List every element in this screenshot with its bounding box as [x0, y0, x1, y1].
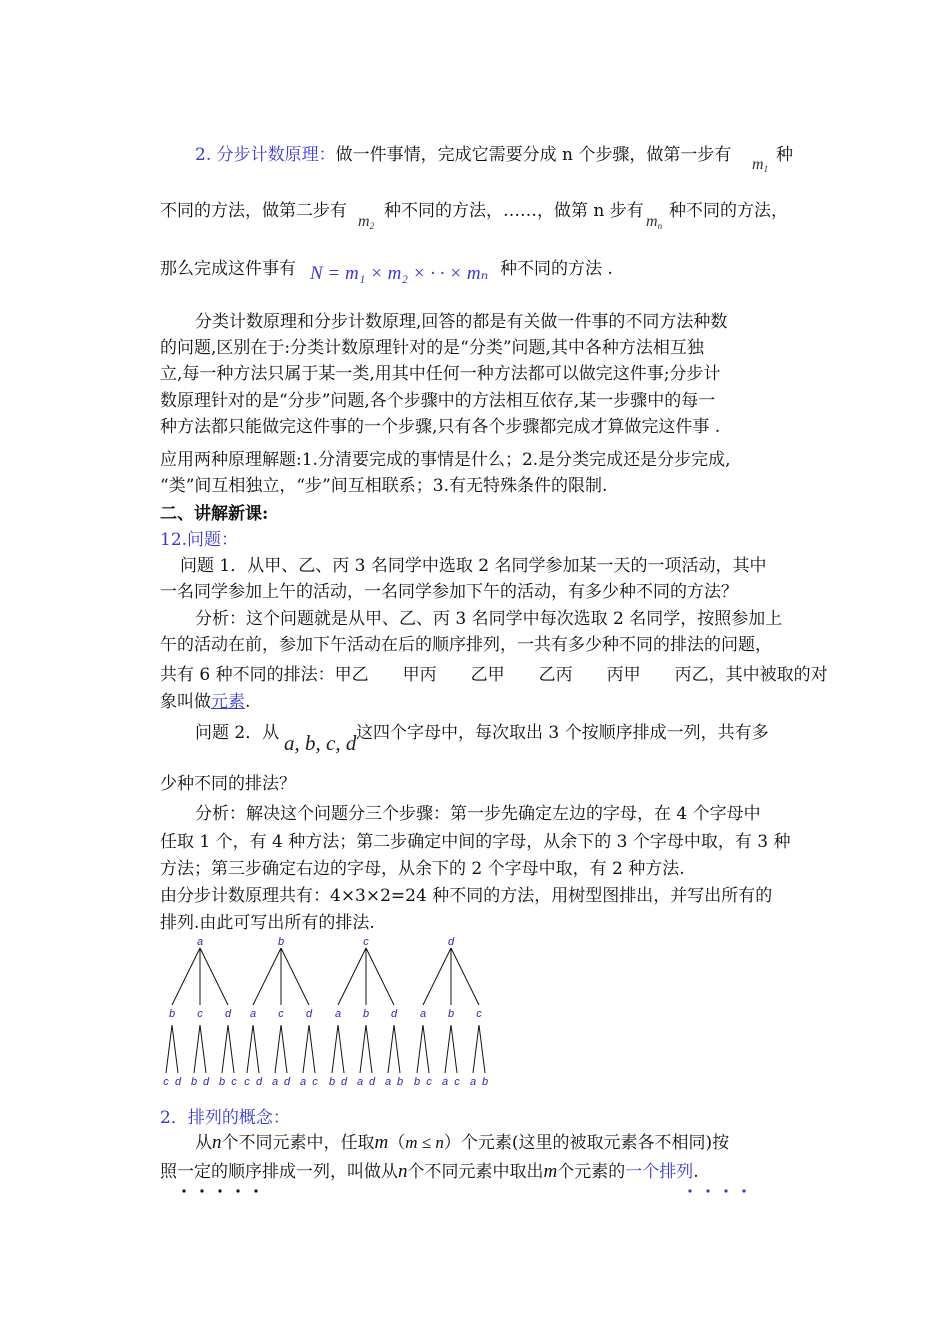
tree-level2-node: a	[334, 1008, 342, 1020]
p2-line-6: “类”间互相独立，“步”间互相联系；3.有无特殊条件的限制.	[160, 476, 608, 496]
concept-l2-c: 个元素的	[557, 1162, 626, 1182]
concept-l1-b: 个不同元素中，任取	[221, 1133, 375, 1153]
tree-leaf-branch	[451, 1025, 457, 1073]
q1-last-b: .	[245, 692, 251, 712]
tree-level2-node: a	[419, 1008, 427, 1020]
tree-leaf-node: d	[283, 1076, 291, 1088]
tree-leaf-node: b	[218, 1076, 226, 1088]
p1-line1	[195, 143, 731, 167]
emphasis-dots-right	[686, 1179, 756, 1185]
tree-diagram	[150, 933, 510, 1093]
concept-n: n	[212, 1132, 222, 1153]
q1-last-a: 象叫做	[160, 692, 211, 712]
tree-leaf-branch	[473, 1025, 479, 1073]
tree-leaf-node: b	[190, 1076, 198, 1088]
tree-leaf-node: a	[469, 1076, 477, 1088]
tree-leaf-branch	[394, 1025, 400, 1073]
emphasis-dots-left	[180, 1179, 270, 1185]
m1-letter: m	[752, 156, 764, 173]
p2-line-0: 分类计数原理和分步计数原理,回答的都是有关做一件事的不同方法种数	[195, 312, 728, 332]
tree-level2-node: b	[168, 1008, 176, 1020]
tree-level2-node: a	[249, 1008, 257, 1020]
p1-line1-tail: 种	[776, 145, 793, 165]
element-link[interactable]: 元素	[211, 692, 245, 712]
tree-leaf-branch	[275, 1025, 281, 1073]
p1-line3-a: 那么完成这件事有	[160, 259, 296, 279]
sub-title: 12.问题：	[160, 530, 239, 550]
tree-root-c: c	[363, 936, 369, 948]
a2-line-3: 由分步计数原理共有：4×3×2=24 种不同的方法，用树型图排出，并写出所有的	[160, 886, 773, 906]
p1-label: 2. 分步计数原理：	[195, 145, 336, 165]
concept-m: m	[374, 1132, 389, 1153]
tree-leaf-node: b	[396, 1076, 404, 1088]
a2-line-2: 方法；第三步确定右边的字母，从余下的 2 个字母中取，有 2 种方法.	[160, 859, 685, 879]
tree-leaf-branch	[360, 1025, 366, 1073]
concept-m2: m	[543, 1161, 558, 1182]
m1-var	[752, 156, 768, 174]
tree-branch	[172, 948, 200, 1005]
a2-line-1: 任取 1 个，有 4 种方法；第二步确定中间的字母，从余下的 3 个字母中取，有 3 种	[160, 832, 791, 852]
concept-line1	[195, 1131, 729, 1155]
q2-line1-a: 问题 2．从	[195, 723, 280, 743]
tree-level2-node: b	[447, 1008, 455, 1020]
tree-leaf-branch	[309, 1025, 315, 1073]
q1-line-2: 分析：这个问题就是从甲、乙、丙 3 名同学中每次选取 2 名同学，按照参加上	[195, 609, 783, 629]
tree-branch	[366, 948, 394, 1005]
tree-branch	[200, 948, 228, 1005]
q2-line2: 少种不同的排法？	[160, 774, 296, 794]
tree-leaf-branch	[200, 1025, 206, 1073]
tree-root-d: d	[447, 936, 455, 948]
concept-cond: m ≤ n	[405, 1133, 444, 1152]
tree-leaf-node: a	[441, 1076, 449, 1088]
tree-leaf-branch	[247, 1025, 253, 1073]
m2-letter: m	[358, 213, 370, 230]
tree-leaf-node: d	[255, 1076, 263, 1088]
tree-leaf-branch	[332, 1025, 338, 1073]
tree-branch	[423, 948, 451, 1005]
concept-l2-b: 个不同元素中取出	[407, 1162, 544, 1182]
concept-paren: （	[388, 1133, 406, 1153]
concept-l1-a: 从	[195, 1133, 212, 1153]
tree-leaf-branch	[338, 1025, 344, 1073]
concept-l2-end: .	[693, 1162, 699, 1182]
tree-leaf-node: b	[413, 1076, 421, 1088]
tree-leaf-branch	[366, 1025, 372, 1073]
p1-line2-a: 不同的方法，做第二步有	[160, 201, 347, 221]
concept-l2-a: 照一定的顺序排成一列，叫做从	[160, 1162, 398, 1182]
tree-level2-node: b	[362, 1008, 370, 1020]
tree-root-b: b	[277, 936, 285, 948]
m2-var	[358, 213, 374, 231]
tree-leaf-node: c	[231, 1076, 237, 1088]
mn-var	[646, 213, 662, 231]
tree-leaf-branch	[253, 1025, 259, 1073]
tree-leaf-branch	[222, 1025, 228, 1073]
q2-line1-b: 这四个字母中，每次取出 3 个按顺序排成一列，共有多	[356, 723, 769, 743]
permutation-link[interactable]: 一个排列	[625, 1162, 694, 1182]
tree-leaf-node: d	[368, 1076, 376, 1088]
tree-leaf-node: a	[356, 1076, 364, 1088]
p2-line-1: 的问题,区别在于:分类计数原理针对的是“分类”问题,其中各种方法相互独	[160, 338, 704, 358]
p1-line3-b: 种不同的方法 .	[500, 259, 613, 279]
tree-level2-node: d	[224, 1008, 232, 1020]
q1-line-1: 一名同学参加上午的活动，一名同学参加下午的活动，有多少种不同的方法？	[160, 582, 738, 602]
tree-leaf-branch	[479, 1025, 485, 1073]
tree-leaf-node: c	[426, 1076, 432, 1088]
product-formula: N = m₁ × m₂ × · · × mₙ	[310, 263, 489, 284]
mn-sub: n	[657, 221, 663, 231]
tree-leaf-branch	[194, 1025, 200, 1073]
q1-line-0: 问题 1．从甲、乙、丙 3 名同学中选取 2 名同学参加某一天的一项活动，其中	[180, 556, 767, 576]
tree-leaf-node: d	[202, 1076, 210, 1088]
tree-leaf-node: c	[454, 1076, 460, 1088]
tree-level2-node: c	[278, 1008, 284, 1020]
tree-leaf-branch	[228, 1025, 234, 1073]
tree-leaf-node: a	[299, 1076, 307, 1088]
m1-sub: 1	[763, 164, 769, 174]
p2-line-4: 种方法都只能做完这件事的一个步骤,只有各个步骤都完成才算做完这件事 .	[160, 417, 721, 437]
q1-line-5	[160, 690, 250, 714]
m2-sub: 2	[369, 221, 375, 231]
tree-leaf-node: c	[163, 1076, 169, 1088]
tree-leaf-branch	[281, 1025, 287, 1073]
p1-line2-c: 种不同的方法，	[669, 201, 788, 221]
p2-line-5: 应用两种原理解题:1.分清要完成的事情是什么；2.是分类完成还是分步完成,	[160, 450, 731, 470]
p2-line-2: 立,每一种方法只属于某一类,用其中任何一种方法都可以做完这件事;分步计	[160, 364, 721, 384]
tree-leaf-branch	[423, 1025, 429, 1073]
tree-leaf-branch	[417, 1025, 423, 1073]
tree-leaf-branch	[172, 1025, 178, 1073]
tree-branch	[338, 948, 366, 1005]
q1-line-4: 共有 6 种不同的排法：甲乙 甲丙 乙甲 乙丙 丙甲 丙乙，其中被取的对	[160, 665, 828, 685]
tree-leaf-node: b	[481, 1076, 489, 1088]
tree-branch	[253, 948, 281, 1005]
a2-line-4: 排列.由此可写出所有的排法.	[160, 913, 375, 933]
tree-leaf-node: d	[174, 1076, 182, 1088]
tree-root-a: a	[196, 936, 204, 948]
tree-leaf-branch	[166, 1025, 172, 1073]
tree-leaf-branch	[445, 1025, 451, 1073]
tree-level2-node: d	[305, 1008, 313, 1020]
concept-n2: n	[398, 1161, 408, 1182]
concept-l1-c: ）个元素(这里的被取元素各不相同)按	[443, 1133, 730, 1153]
mn-letter: m	[646, 213, 658, 230]
tree-branch	[281, 948, 309, 1005]
tree-leaf-branch	[303, 1025, 309, 1073]
tree-level2-node: c	[476, 1008, 482, 1020]
q2-letters: a, b, c, d	[284, 731, 357, 755]
tree-leaf-node: d	[340, 1076, 348, 1088]
tree-leaf-branch	[388, 1025, 394, 1073]
concept-title: 2．排列的概念：	[160, 1108, 290, 1128]
tree-branch	[451, 948, 479, 1005]
p1-line2-b: 种不同的方法，……，做第 n 步有	[384, 201, 644, 221]
q1-line-3: 午的活动在前，参加下午活动在后的顺序排列，一共有多少种不同的排法的问题，	[160, 635, 772, 655]
a2-line-0: 分析：解决这个问题分三个步骤：第一步先确定左边的字母，在 4 个字母中	[195, 804, 761, 824]
tree-leaf-node: c	[312, 1076, 318, 1088]
tree-leaf-node: c	[244, 1076, 250, 1088]
tree-level2-node: d	[390, 1008, 398, 1020]
p2-line-3: 数原理针对的是“分步”问题,各个步骤中的方法相互依存,某一步骤中的每一	[160, 391, 716, 411]
p1-line1-text: 做一件事情，完成它需要分成 n 个步骤，做第一步有	[335, 145, 732, 165]
tree-leaf-node: a	[271, 1076, 279, 1088]
tree-level2-node: c	[197, 1008, 203, 1020]
tree-leaf-node: a	[384, 1076, 392, 1088]
section-title: 二、讲解新课:	[160, 504, 269, 524]
tree-leaf-node: b	[328, 1076, 336, 1088]
